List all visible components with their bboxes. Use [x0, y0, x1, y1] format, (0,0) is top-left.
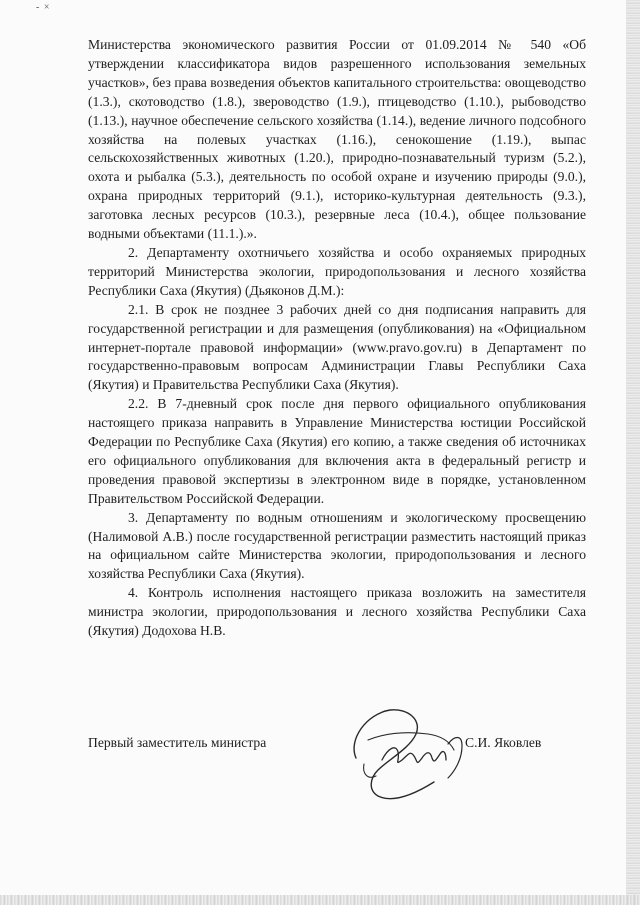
- paragraph-item-2-1: 2.1. В срок не позднее 3 рабочих дней со дня подписания направить для государственной регистрации и для размещения (опубликования) на «Официальном интернет-портале правовой информации» (www.pravo.gov.ru) в Департамент по государственно-правовым вопросам Администрации Главы Республики Саха (Якутия) и Правительства Республики Саха (Якутия).: [88, 301, 586, 393]
- paragraph-item-2-2: 2.2. В 7-дневный срок после дня первого официального опубликования настоящего приказа направить в Управление Министерства юстиции Российской Федерации по Республике Саха (Якутия) его копию, а также сведения об источниках его официального опубликования для включения акта в федеральный регистр и проведения правовой экспертизы в электронном виде в порядке, установленном Правительством Российской Федерации.: [88, 396, 586, 506]
- corner-mark: - ×: [36, 2, 51, 13]
- paragraph-item-4: 4. Контроль исполнения настоящего приказа возложить на заместителя министра экологии, природопользования и лесного хозяйства Республики Саха (Якутия) Додохова Н.В.: [88, 585, 586, 639]
- scan-edge-right: [626, 0, 640, 905]
- paragraph-continuation: Министерства экономического развития России от 01.09.2014 № 540 «Об утверждении классификатора видов разрешенного использования земельных участков», без права возведения объектов капитального строительства: овощеводство (1.3.), скотоводство (1.8.), звероводство (1.9.), птицеводство (1.10.), рыбоводство (1.13.), научное обеспечение сельского хозяйства (1.14.), ведение личного подсобного хозяйства на полевых участках (1.16.), сенокошение (1.19.), выпас сельскохозяйственных животных (1.20.), природно-познавательный туризм (5.2.), охота и рыбалка (5.3.), деятельность по особой охране и изучению природы (9.0.), охрана природных территорий (9.1.), историко-культурная деятельность (9.3.), заготовка лесных ресурсов (10.3.), резервные леса (10.4.), общее пользование водными объектами (11.1.).».: [88, 37, 586, 242]
- paragraph-item-2: 2. Департаменту охотничьего хозяйства и особо охраняемых природных территорий Министерства экологии, природопользования и лесного хозяйства Республики Саха (Якутия) (Дьяконов Д.М.):: [88, 244, 586, 298]
- scan-edge-bottom: [0, 895, 640, 905]
- signatory-name: С.И. Яковлев: [465, 735, 542, 750]
- signatory-title: Первый заместитель министра: [88, 735, 267, 750]
- handwritten-signature: [338, 700, 478, 810]
- document-body: [88, 36, 586, 641]
- paragraph-item-3: 3. Департаменту по водным отношениям и экологическому просвещению (Налимовой А.В.) после государственной регистрации разместить настоящий приказ на официальном сайте Министерства экологии, природопользования и лесного хозяйства Республики Саха (Якутия).: [88, 509, 586, 582]
